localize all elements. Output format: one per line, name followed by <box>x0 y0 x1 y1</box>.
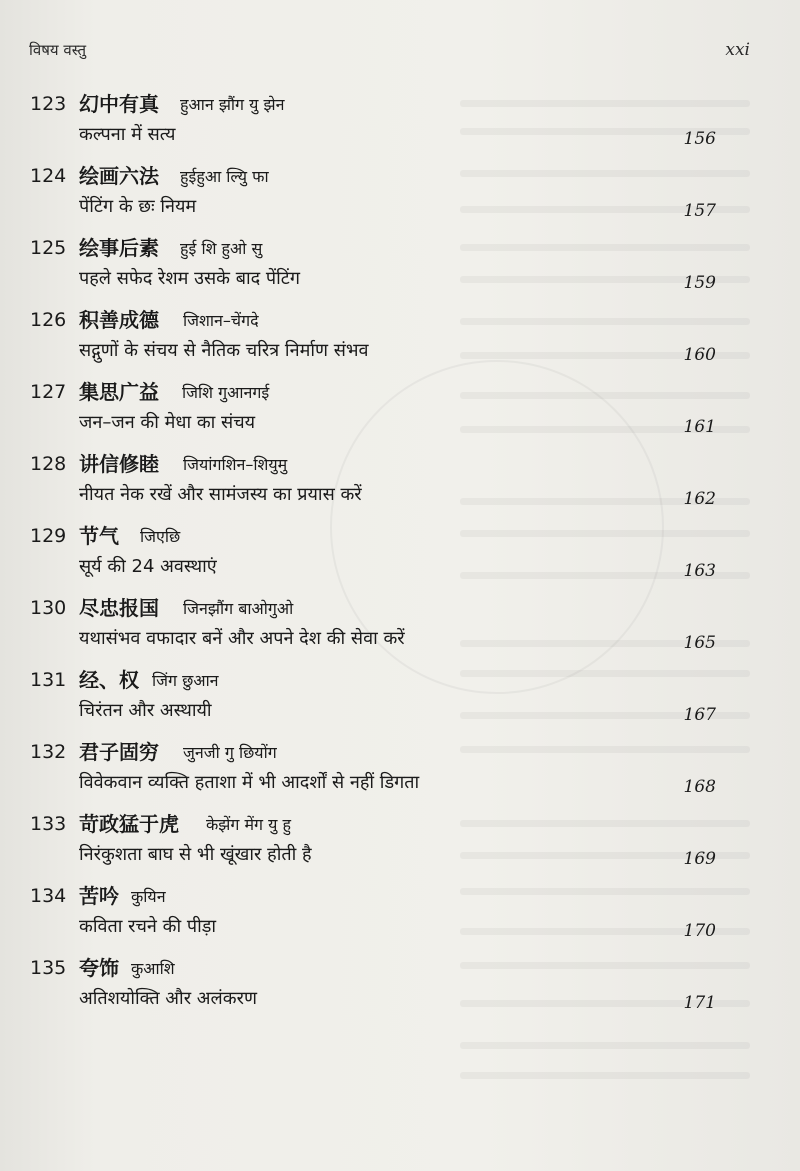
toc-entry <box>0 740 800 812</box>
entry-transliteration: जिशि गुआनगई <box>182 383 270 402</box>
entry-meaning: यथासंभव वफादार बनें और अपने देश की सेवा करें <box>79 628 405 649</box>
entry-chinese-title: 集思广益 <box>79 380 159 404</box>
entry-page-number: 171 <box>683 993 716 1013</box>
entry-chinese-title: 君子固穷 <box>79 740 159 764</box>
entry-page-number: 162 <box>683 489 716 509</box>
entry-number: 133 <box>30 813 67 835</box>
toc-entry <box>0 236 800 308</box>
entry-number: 123 <box>30 93 67 115</box>
entry-transliteration: जिंग छुआन <box>152 671 219 690</box>
entry-transliteration: कुयिन <box>131 887 166 906</box>
entry-number: 124 <box>30 165 67 187</box>
entry-number: 126 <box>30 309 67 331</box>
entry-transliteration: जुनजी गु छियोंग <box>183 743 277 762</box>
entry-page-number: 165 <box>683 633 716 653</box>
toc-entry <box>0 956 800 1028</box>
entry-transliteration: कुआशि <box>131 959 175 978</box>
entry-chinese-title: 绘事后素 <box>79 236 159 260</box>
entry-page-number: 169 <box>683 849 716 869</box>
entry-meaning: पहले सफेद रेशम उसके बाद पेंटिंग <box>79 268 301 289</box>
entry-number: 131 <box>30 669 67 691</box>
entry-page-number: 160 <box>683 345 716 365</box>
entry-page-number: 170 <box>683 921 716 941</box>
entry-page-number: 167 <box>683 705 716 725</box>
entry-meaning: अतिशयोक्ति और अलंकरण <box>79 988 257 1009</box>
toc-entry <box>0 812 800 884</box>
entry-chinese-title: 苛政猛于虎 <box>79 812 179 836</box>
entry-chinese-title: 绘画六法 <box>79 164 159 188</box>
entry-number: 127 <box>30 381 67 403</box>
entry-meaning: पेंटिंग के छः नियम <box>79 196 197 217</box>
toc-entry <box>0 164 800 236</box>
entry-number: 132 <box>30 741 67 763</box>
toc-entry <box>0 308 800 380</box>
entry-transliteration: हुई शि हुओ सु <box>180 239 263 258</box>
running-header-title: विषय वस्तु <box>29 41 87 59</box>
entry-meaning: चिरंतन और अस्थायी <box>79 700 212 721</box>
entry-number: 125 <box>30 237 67 259</box>
entry-meaning: कविता रचने की पीड़ा <box>79 916 217 937</box>
entry-transliteration: जिनझौंग बाओगुओ <box>183 599 294 618</box>
entry-chinese-title: 苦吟 <box>79 884 119 908</box>
entry-page-number: 168 <box>683 777 716 797</box>
entry-page-number: 161 <box>683 417 716 437</box>
entry-chinese-title: 讲信修睦 <box>79 452 159 476</box>
entry-transliteration: जियांगशिन–शियुमु <box>183 455 288 474</box>
entry-meaning: कल्पना में सत्य <box>79 124 176 145</box>
toc-entry <box>0 884 800 956</box>
entry-meaning: निरंकुशता बाघ से भी खूंखार होती है <box>79 844 312 865</box>
entry-page-number: 157 <box>683 201 716 221</box>
entry-transliteration: हुआन झौंग यु झेन <box>180 95 285 114</box>
entry-number: 134 <box>30 885 67 907</box>
entry-page-number: 163 <box>683 561 716 581</box>
toc-entry <box>0 596 800 668</box>
entry-meaning: सूर्य की 24 अवस्थाएं <box>79 556 217 577</box>
entry-meaning: सद्गुणों के संचय से नैतिक चरित्र निर्माण संभव <box>79 340 369 361</box>
toc-entry <box>0 380 800 452</box>
entry-transliteration: जिशान–चेंगदे <box>183 311 259 330</box>
entry-chinese-title: 夸饰 <box>79 956 119 980</box>
entry-page-number: 159 <box>683 273 716 293</box>
entry-number: 128 <box>30 453 67 475</box>
entry-chinese-title: 经、权 <box>79 668 139 692</box>
entry-number: 130 <box>30 597 67 619</box>
toc-entry <box>0 668 800 740</box>
entry-number: 135 <box>30 957 67 979</box>
entry-page-number: 156 <box>683 129 716 149</box>
entry-meaning: नीयत नेक रखें और सामंजस्य का प्रयास करें <box>79 484 362 505</box>
entry-meaning: विवेकवान व्यक्ति हताशा में भी आदर्शों से नहीं डिगता <box>79 772 420 793</box>
running-header-page-number: xxi <box>725 40 750 60</box>
entry-chinese-title: 幻中有真 <box>79 92 159 116</box>
entry-transliteration: जिएछि <box>140 527 181 546</box>
entry-chinese-title: 积善成德 <box>79 308 159 332</box>
toc-entry <box>0 92 800 164</box>
entry-number: 129 <box>30 525 67 547</box>
entry-chinese-title: 尽忠报国 <box>79 596 159 620</box>
entry-chinese-title: 节气 <box>79 524 119 548</box>
entry-meaning: जन–जन की मेधा का संचय <box>79 412 256 433</box>
entry-transliteration: हुईहुआ ल्यिु फा <box>180 167 269 186</box>
toc-entry <box>0 524 800 596</box>
entry-transliteration: केझेंग मेंग यु हु <box>206 815 292 834</box>
toc-entry <box>0 452 800 524</box>
